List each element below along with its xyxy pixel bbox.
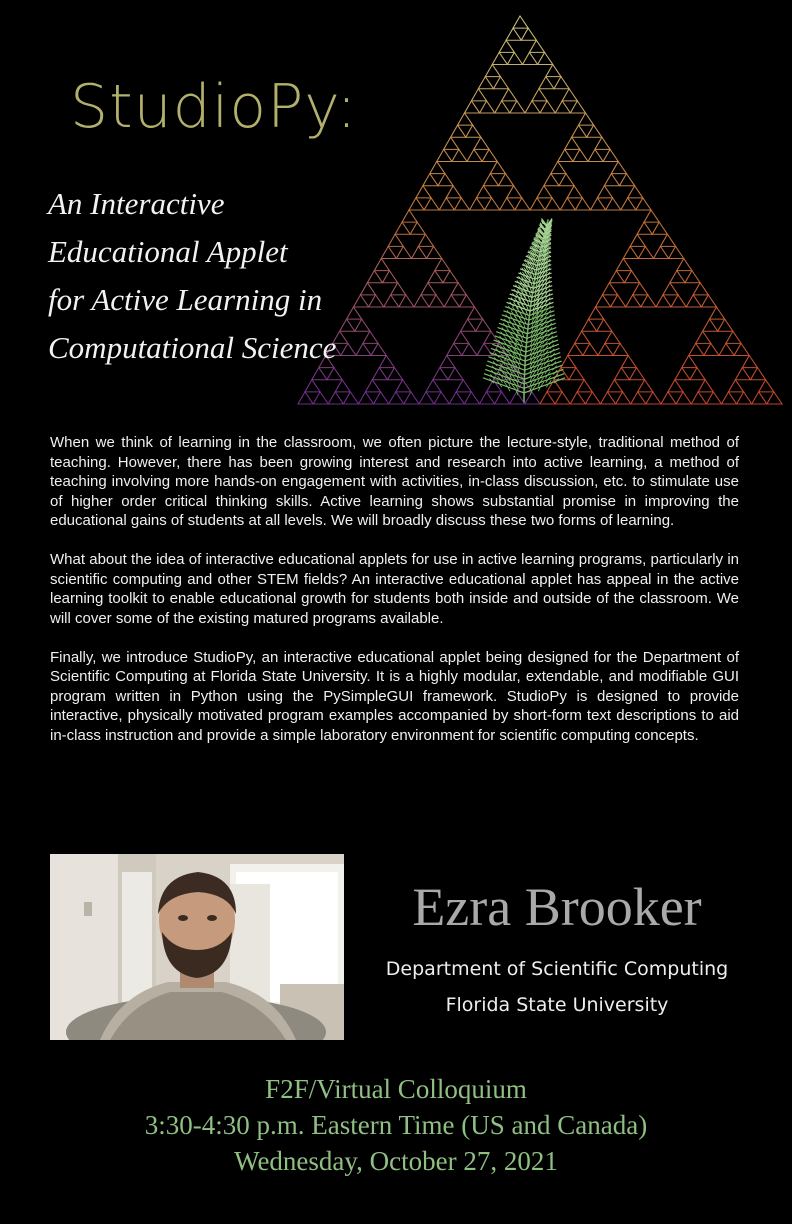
triangle-cell [359,392,374,404]
triangle-cell [328,392,343,404]
triangle-cell [638,246,653,258]
triangle-cell [444,295,459,307]
triangle-cell [589,307,604,319]
triangle-cell [492,52,507,64]
triangle-cell [465,101,480,113]
fern-graphic [468,216,584,404]
triangle-cell [572,125,587,137]
event-time: 3:30-4:30 p.m. Eastern Time (US and Canada) [144,1110,648,1140]
subtitle-line: Educational Applet [48,234,288,269]
triangle-cell [669,246,684,258]
triangle-cell [596,295,611,307]
triangle-cell [419,392,434,404]
triangle-cell [499,174,514,186]
triangle-cell [614,368,629,380]
triangle-cell [449,392,464,404]
triangle-cell [638,380,653,392]
triangle-cell [660,234,675,246]
triangle-cell [607,380,622,392]
triangle-cell [625,271,640,283]
triangle-cell [478,77,493,89]
triangle-cell [696,331,711,343]
triangle-cell [689,343,704,355]
triangle-cell [510,101,525,113]
triangle-cell [759,380,774,392]
triangle-cell [623,246,638,258]
triangle-cell [471,89,486,101]
triangle-cell [630,234,645,246]
triangle-cell [452,149,467,161]
triangle-cell [570,101,585,113]
event-format: F2F/Virtual Colloquium [265,1074,527,1104]
triangle-cell [636,198,651,210]
triangle-cell [722,392,737,404]
triangle-cell [646,392,661,404]
triangle-cell [719,343,734,355]
triangle-cell [585,392,600,404]
triangle-cell [538,52,553,64]
triangle-cell [587,125,602,137]
triangle-cell [529,40,544,52]
triangle-cell [567,186,582,198]
triangle-cell [444,137,459,149]
triangle-cell [537,186,552,198]
triangle-cell [404,392,419,404]
triangle-cell [562,89,577,101]
triangle-cell [595,137,610,149]
triangle-cell [499,40,514,52]
triangle-cell [616,259,631,271]
triangle-cell [298,392,313,404]
triangle-cell [559,174,574,186]
triangle-cell [628,186,643,198]
triangle-cell [621,198,636,210]
triangle-cell [606,198,621,210]
triangle-cell [447,343,462,355]
triangle-cell [604,174,619,186]
triangle-cell [507,186,522,198]
triangle-cell [446,186,461,198]
triangle-cell [335,380,350,392]
triangle-cell [440,356,455,368]
triangle-cell [515,198,530,210]
triangle-cell [588,149,603,161]
triangle-cell [710,307,725,319]
triangle-cell [470,198,485,210]
poster-subtitle [48,180,428,372]
abstract-paragraph: When we think of learning in the classroom, we often picture the lecture-style, traditional method of teaching. However, there has been growing interest and research into active learning, a method of teaching involving more hands-on engagement with activities, in-class discussion, etc. to stimulate use of higher order critical thinking skills. Active learning shows substantial promise in improving the educational gains of students at all levels. We will broadly discuss these two forms of learning. [50,434,739,529]
triangle-cell [560,198,575,210]
speaker-name: Ezra Brooker [412,877,702,937]
triangle-cell [751,368,766,380]
triangle-cell [365,380,380,392]
triangle-cell [546,65,561,77]
triangle-cell [613,343,628,355]
triangle-cell [437,149,452,161]
triangle-cell [611,295,626,307]
triangle-cell [438,174,453,186]
triangle-cell [641,295,656,307]
triangle-cell [698,380,713,392]
triangle-cell [690,368,705,380]
triangle-cell [467,149,482,161]
triangle-cell [691,392,706,404]
triangle-cell [389,392,404,404]
triangle-cell [609,271,624,283]
triangle-cell [605,331,620,343]
triangle-cell [448,368,463,380]
triangle-cell [626,295,641,307]
triangle-cell [671,295,686,307]
triangle-cell [554,77,569,89]
triangle-cell [675,368,690,380]
triangle-cell [539,77,554,89]
triangle-cell [427,246,442,258]
triangle-cell [591,198,606,210]
speaker-university: Florida State University [445,994,669,1016]
triangle-cell [523,52,538,64]
triangle-cell [728,380,743,392]
triangle-cell [551,162,566,174]
triangle-cell [429,295,444,307]
triangle-cell [428,271,443,283]
subtitle-line: An Interactive [48,186,225,221]
triangle-cell [466,125,481,137]
triangle-cell [483,174,498,186]
triangle-cell [495,101,510,113]
triangle-cell [439,198,454,210]
triangle-cell [525,101,540,113]
abstract [50,433,739,765]
triangle-cell [637,222,652,234]
triangle-cell [532,89,547,101]
poster-title: StudioPy: [70,72,358,142]
triangle-cell [616,392,631,404]
triangle-cell [343,392,358,404]
triangle-cell [668,380,683,392]
triangle-cell [602,283,617,295]
triangle-cell [451,283,466,295]
event-date: Wednesday, October 27, 2021 [234,1146,558,1176]
triangle-cell [482,149,497,161]
triangle-cell [490,162,505,174]
triangle-cell [476,186,491,198]
triangle-cell [742,356,757,368]
speaker-photo-illustration [50,854,344,1040]
triangle-cell [693,283,708,295]
triangle-cell [474,137,489,149]
triangle-cell [611,162,626,174]
triangle-cell [485,198,500,210]
triangle-cell [540,101,555,113]
subtitle-line: Computational Science [48,330,337,365]
triangle-cell [458,113,473,125]
triangle-cell [454,198,469,210]
triangle-cell [396,380,411,392]
triangle-cell [601,392,616,404]
triangle-cell [544,174,559,186]
triangle-cell [737,392,752,404]
triangle-cell [480,101,495,113]
triangle-cell [752,392,767,404]
triangle-cell [620,174,635,186]
triangle-cell [530,198,545,210]
triangle-cell [313,392,328,404]
triangle-cell [652,222,667,234]
triangle-cell [701,295,716,307]
triangle-cell [513,16,528,28]
triangle-cell [677,259,692,271]
triangle-cell [686,295,701,307]
triangle-cell [621,356,636,368]
triangle-cell [579,113,594,125]
triangle-cell [734,343,749,355]
triangle-cell [507,52,522,64]
triangle-cell [434,392,449,404]
triangle-cell [661,392,676,404]
abstract-paragraph: What about the idea of interactive educational applets for use in active learning programs, particularly in scientific computing and other STEM fields? An interactive educational applet has appeal in the active learning toolkit to enable educational growth for students both inside and outside of the classroom. We will cover some of the existing matured programs available. [50,551,739,627]
triangle-cell [685,271,700,283]
triangle-cell [485,65,500,77]
triangle-cell [435,259,450,271]
triangle-cell [573,149,588,161]
triangle-cell [494,77,509,89]
triangle-cell [676,392,691,404]
triangle-cell [706,392,721,404]
triangle-cell [500,198,515,210]
triangle-cell [633,283,648,295]
triangle-cell [454,331,469,343]
triangle-cell [603,149,618,161]
triangle-cell [565,137,580,149]
triangle-cell [598,343,613,355]
triangle-cell [443,271,458,283]
triangle-cell [682,356,697,368]
triangle-cell [558,149,573,161]
speaker-photo [50,854,344,1040]
triangle-cell [670,271,685,283]
triangle-cell [644,210,659,222]
triangle-cell [726,331,741,343]
triangle-cell [521,28,536,40]
abstract-paragraph: Finally, we introduce StudioPy, an interactive educational applet being designed for the Department of Scientific Computing at Florida State University. It is a highly modular, extendable, and modifiable GUI program written in Python using the PySimpleGUI framework. StudioPy is designed to provide interactive, physically motivated program examples accompanied by short-form text descriptions to aid in-class instruction and provide a simple laboratory environment for scientific computing concepts. [50,648,739,744]
triangle-cell [583,343,598,355]
triangle-cell [630,368,645,380]
triangle-cell [703,319,718,331]
triangle-cell [433,368,448,380]
triangle-cell [597,319,612,331]
triangle-cell [654,246,669,258]
triangle-cell [718,319,733,331]
triangle-cell [502,89,517,101]
triangle-cell [631,392,646,404]
triangle-cell [451,125,466,137]
triangle-cell [506,28,521,40]
triangle-cell [663,283,678,295]
triangle-cell [704,343,719,355]
triangle-cell [597,186,612,198]
triangle-cell [545,198,560,210]
speaker-department: Department of Scientific Computing [385,958,729,980]
triangle-cell [430,162,445,174]
triangle-cell [735,368,750,380]
triangle-cell [656,295,671,307]
triangle-cell [575,198,590,210]
triangle-cell [555,101,570,113]
triangle-cell [767,392,782,404]
triangle-cell [374,392,389,404]
subtitle-line: for Active Learning in [48,282,323,317]
triangle-cell [305,380,320,392]
triangle-cell [426,380,441,392]
